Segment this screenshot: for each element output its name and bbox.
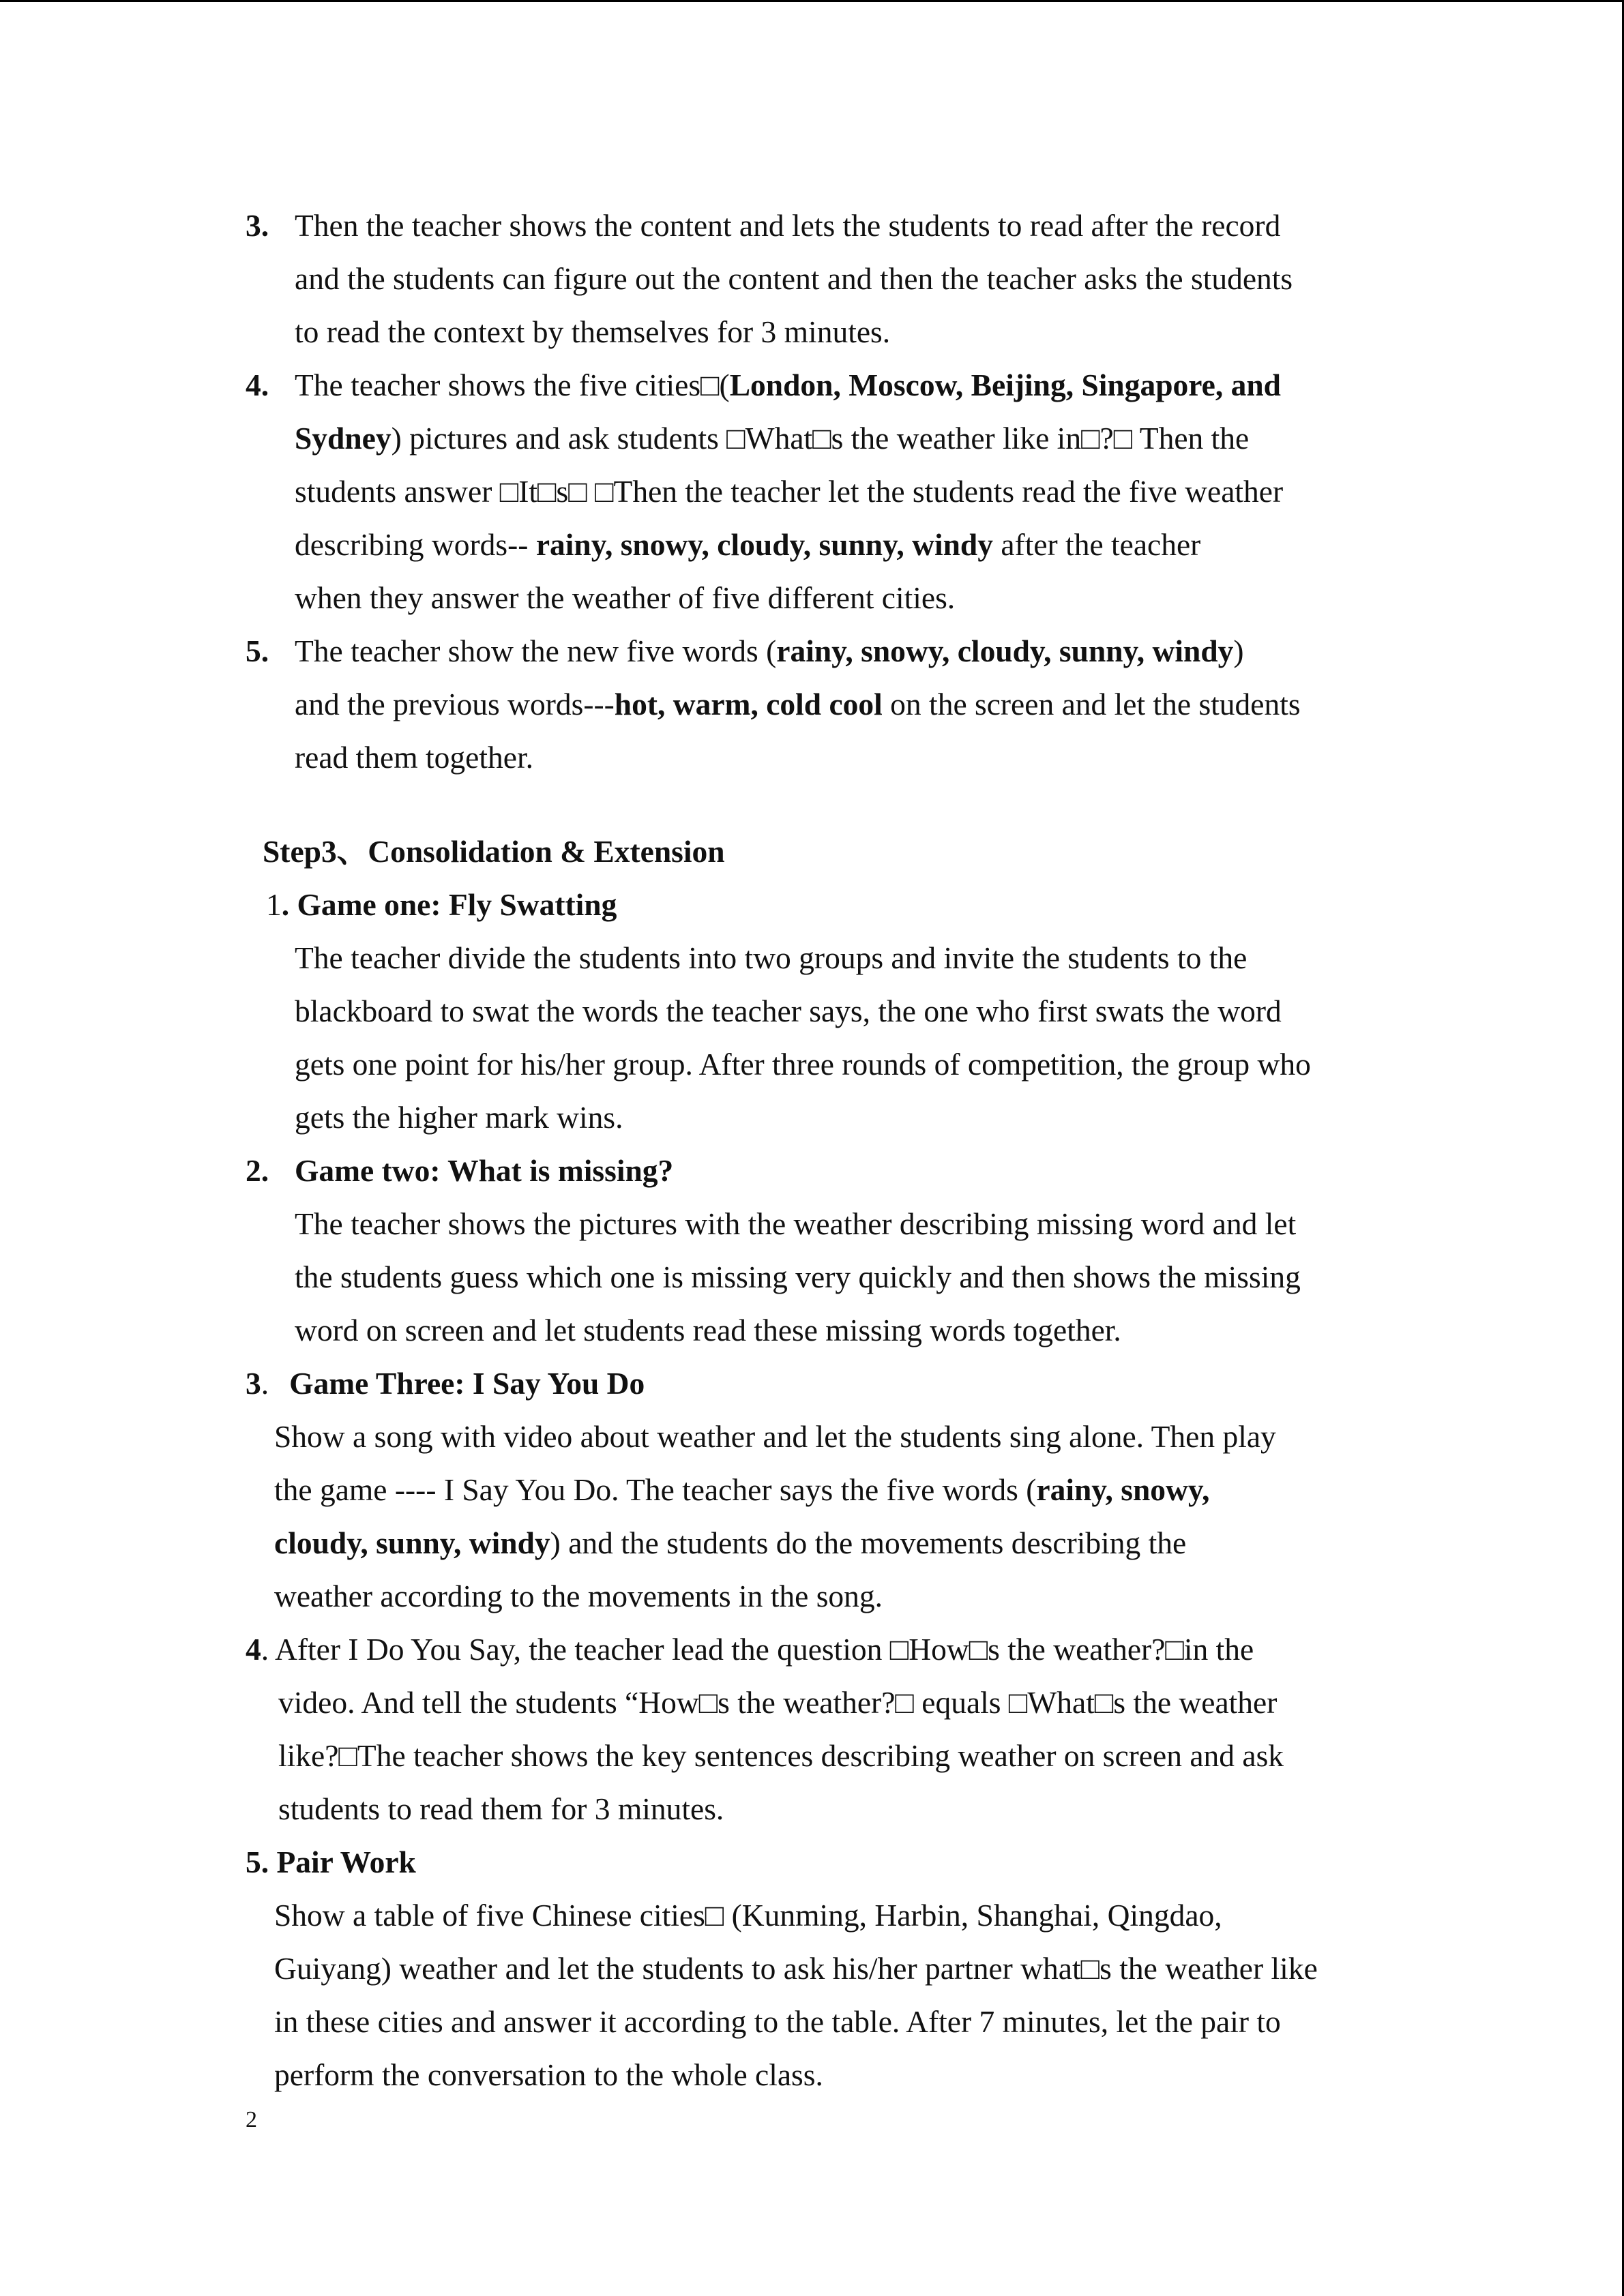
pair-work-body [246,1889,1379,2102]
line: word on screen and let students read these missing words together. [295,1313,1121,1347]
page-top-border [0,0,1624,2]
line: and the previous words---hot, warm, cold cool on the screen and let the students [295,687,1301,721]
line: the game ---- I Say You Do. The teacher says the five words (rainy, snowy, [274,1472,1210,1507]
line: students answer □It□s□ □Then the teacher let the students read the five weather [295,474,1284,509]
line: perform the conversation to the whole class. [274,2057,823,2092]
line: weather according to the movements in the song. [274,1579,883,1613]
line: video. And tell the students “How□s the weather?□ equals □What□s the weather [278,1685,1278,1720]
line: to read the context by themselves for 3 minutes. [295,314,891,349]
line: in these cities and answer it according to the table. After 7 minutes, let the pair to [274,2004,1281,2039]
item-number: 5. [246,633,269,668]
game-one-heading: 1. Game one: Fly Swatting [266,887,617,922]
item-number: 4. [246,368,269,402]
line: gets the higher mark wins. [295,1100,623,1135]
line: 4. After I Do You Say, the teacher lead the question □How□s the weather?□in the [246,1632,1254,1667]
line: Then the teacher shows the content and lets the students to read after the record [295,208,1281,243]
list-section [246,199,1379,784]
line: read them together. [295,740,533,775]
item-number: 2. [246,1153,269,1188]
line: Show a table of five Chinese cities□ (Kunming, Harbin, Shanghai, Qingdao, [274,1898,1222,1933]
line: The teacher divide the students into two groups and invite the students to the [295,940,1247,975]
list-item-4 [246,359,1379,625]
list-item-5 [246,625,1379,784]
step3-section [246,825,1379,2102]
line: when they answer the weather of five different cities. [295,580,956,615]
step3-title: Step3、Consolidation & Extension [263,834,725,869]
game-four [246,1623,1379,1836]
game-one-body [246,931,1379,1144]
line: like?□The teacher shows the key sentences describing weather on screen and ask [278,1738,1284,1773]
game-four-body [246,1676,1379,1836]
line: the students guess which one is missing very quickly and then shows the missing [295,1259,1301,1294]
line: The teacher shows the pictures with the weather describing missing word and let [295,1206,1297,1241]
page-number: 2 [246,2107,257,2132]
game-two-heading: Game two: What is missing? [295,1153,674,1188]
pair-work-heading: 5. Pair Work [246,1845,416,1879]
game-three-heading: 3. Game Three: I Say You Do [246,1366,645,1401]
line: blackboard to swat the words the teacher says, the one who first swats the word [295,994,1282,1028]
line: and the students can figure out the content and then the teacher asks the students [295,261,1293,296]
line: describing words-- rainy, snowy, cloudy, sunny, windy after the teacher [295,527,1201,562]
line: students to read them for 3 minutes. [278,1791,724,1826]
line: Sydney) pictures and ask students □What□s the weather like in□?□ Then the [295,421,1250,456]
game-two [246,1144,1379,1357]
game-three-body [246,1410,1379,1623]
line: gets one point for his/her group. After three rounds of competition, the group who [295,1047,1311,1082]
line: Show a song with video about weather and let the students sing alone. Then play [274,1419,1276,1454]
item-number: 3. [246,208,269,243]
list-item-3 [246,199,1379,359]
line: Guiyang) weather and let the students to ask his/her partner what□s the weather like [274,1951,1318,1986]
line: cloudy, sunny, windy) and the students do the movements describing the [274,1525,1187,1560]
line: The teacher show the new five words (rainy, snowy, cloudy, sunny, windy) [295,633,1244,668]
line: The teacher shows the five cities□(London, Moscow, Beijing, Singapore, and [295,368,1281,402]
